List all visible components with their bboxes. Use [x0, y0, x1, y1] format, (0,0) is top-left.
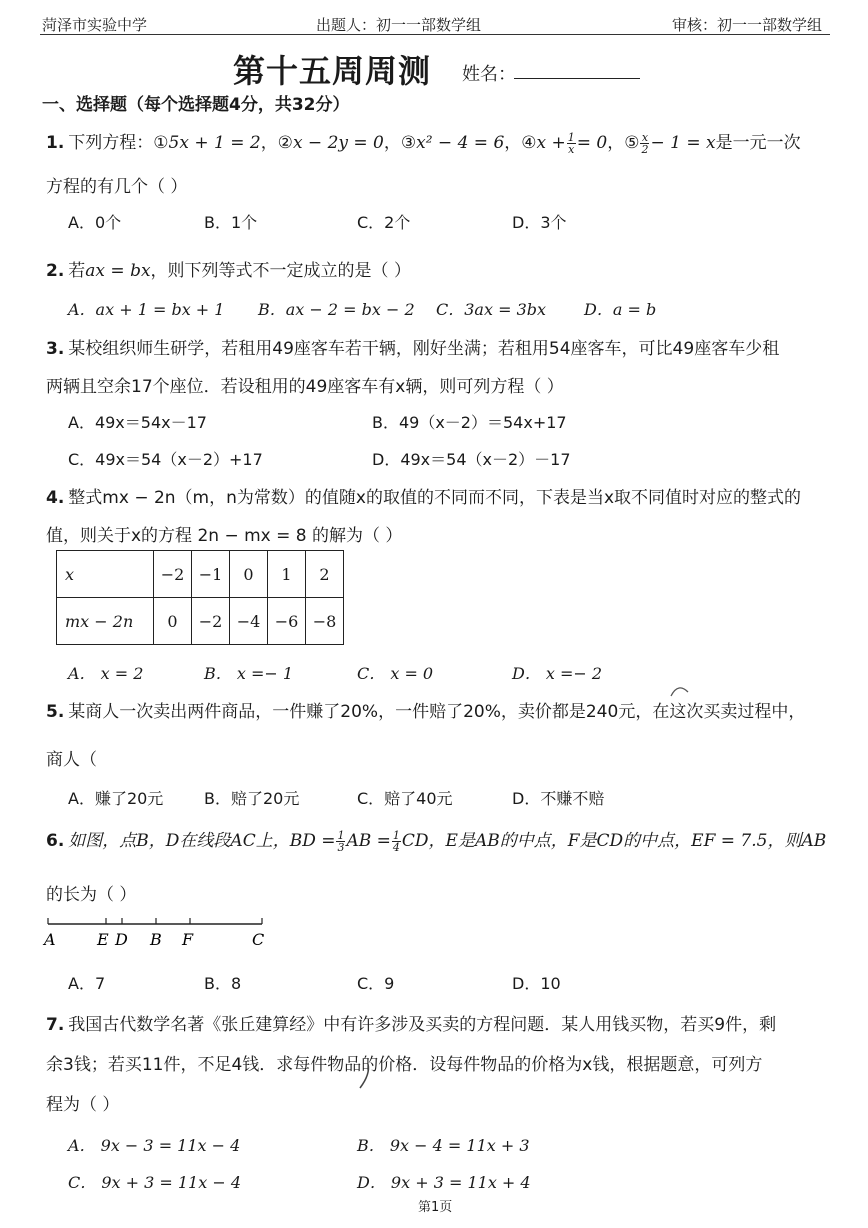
question-4-line-2: 值，则关于x的方程 2n − mx = 8 的解为（ ） [46, 526, 403, 546]
question-5-line-1: 5. 某商人一次卖出两件商品，一件赚了20%，一件赔了20%，卖价都是240元，在这次买卖过程中， [46, 702, 806, 722]
option-a[interactable]: A．49x＝54x－17 [68, 413, 207, 432]
value-table [56, 550, 344, 645]
question-number: 4. [46, 488, 65, 508]
name-label: 姓名： [462, 64, 516, 85]
question-number: 5. [46, 702, 65, 722]
header-author: 出题人：初一一部数学组 [316, 16, 482, 34]
pen-mark [356, 1062, 376, 1092]
question-2-line-1: 2. 若ax = bx，则下列等式不一定成立的是（ ） [46, 261, 411, 281]
header-school: 菏泽市实验中学 [42, 16, 148, 34]
question-number: 3. [46, 339, 65, 359]
question-1-line-1: 1. 下列方程：①5x + 1 = 2，②x − 2y = 0，③x² − 4 = 6，④x + $\frac{1}{x}$ = 0，⑤ $\frac{x}{2}$ − 1 = x是一元一次 [46, 130, 801, 156]
option-a[interactable]: A．0个 [68, 213, 122, 232]
table-row [57, 598, 344, 645]
name-blank-line[interactable] [514, 78, 640, 79]
pen-mark [668, 682, 692, 702]
table-cell: −2 [154, 551, 192, 598]
header-reviewer: 审核：初一一部数学组 [672, 16, 823, 34]
option-d[interactable]: D．3个 [512, 213, 567, 232]
fraction: $\frac{1}{4}$ [392, 828, 400, 854]
table-cell: 2 [306, 551, 344, 598]
option-a[interactable]: A．ax + 1 = bx + 1 [68, 300, 225, 319]
option-b[interactable]: B．49（x－2）＝54x+17 [372, 413, 567, 432]
option-d[interactable]: D． 9x + 3 = 11x + 4 [357, 1173, 531, 1192]
option-b[interactable]: B．1个 [204, 213, 258, 232]
option-c[interactable]: C．赔了40元 [357, 789, 453, 808]
question-7-line-2: 余3钱；若买11件，不足4钱．求每件物品的价格．设每件物品的价格为x钱，根据题意，可列方 [46, 1055, 763, 1075]
header-divider [40, 34, 830, 35]
section-heading: 一、选择题（每个选择题4分，共32分） [42, 95, 350, 115]
fraction: $\frac{1}{3}$ [337, 828, 345, 854]
option-a[interactable]: A．7 [68, 974, 106, 993]
option-d[interactable]: D．a = b [584, 300, 657, 319]
option-c[interactable]: C．9 [357, 974, 395, 993]
option-d[interactable]: D． x =− 2 [512, 664, 603, 683]
question-number: 6. [46, 831, 65, 851]
table-cell: −8 [306, 598, 344, 645]
option-b[interactable]: B．8 [204, 974, 242, 993]
table-cell: −2 [192, 598, 230, 645]
option-b[interactable]: B．赔了20元 [204, 789, 300, 808]
option-c[interactable]: C．3ax = 3bx [436, 300, 547, 319]
table-cell: x [57, 551, 154, 598]
table-cell: 0 [154, 598, 192, 645]
option-b[interactable]: B．ax − 2 = bx − 2 [258, 300, 415, 319]
question-7-line-3: 程为（ ） [46, 1095, 120, 1115]
option-d[interactable]: D．10 [512, 974, 561, 993]
point-label-f: F [182, 930, 194, 949]
table-cell: 0 [230, 551, 268, 598]
question-5-line-2: 商人（ [46, 750, 97, 770]
question-1-line-2: 方程的有几个（ ） [46, 177, 188, 197]
table-cell: mx − 2n [57, 598, 154, 645]
point-label-a: A [44, 930, 56, 949]
option-c[interactable]: C． 9x + 3 = 11x − 4 [68, 1173, 242, 1192]
table-cell: −4 [230, 598, 268, 645]
option-c[interactable]: C．2个 [357, 213, 411, 232]
option-c[interactable]: C．49x＝54（x－2）+17 [68, 450, 263, 469]
question-4-line-1: 4. 整式mx − 2n（m，n为常数）的值随x的取值的不同而不同，下表是当x取不同值时对应的整式的 [46, 488, 802, 508]
option-a[interactable]: A．赚了20元 [68, 789, 164, 808]
option-d[interactable]: D．49x＝54（x－2）－17 [372, 450, 571, 469]
page-number: 第1页 [418, 1200, 453, 1215]
question-3-line-1: 3. 某校组织师生研学，若租用49座客车若干辆，刚好坐满；若租用54座客车，可比49座客车少租 [46, 339, 780, 359]
question-3-line-2: 两辆且空余17个座位．若设租用的49座客车有x辆，则可列方程（ ） [46, 377, 564, 397]
exam-title: 第十五周周测 [233, 52, 432, 90]
option-a[interactable]: A． 9x − 3 = 11x − 4 [68, 1136, 241, 1155]
question-number: 7. [46, 1015, 65, 1035]
point-label-b: B [150, 930, 162, 949]
fraction: $\frac{1}{x}$ [567, 130, 575, 156]
table-cell: −1 [192, 551, 230, 598]
option-b[interactable]: B． 9x − 4 = 11x + 3 [357, 1136, 530, 1155]
option-d[interactable]: D．不赚不赔 [512, 789, 605, 808]
fraction: $\frac{x}{2}$ [641, 130, 649, 156]
table-row [57, 551, 344, 598]
question-6-line-1: 6. 如图，点B，D在线段AC上，BD = $\frac{1}{3}$ AB = $\frac{1}{4}$ CD，E是AB的中点，F是CD的中点，EF = 7.5，则AB [46, 828, 827, 854]
question-7-line-1: 7. 我国古代数学名著《张丘建算经》中有许多涉及买卖的方程问题．某人用钱买物，若买9件，剩 [46, 1015, 777, 1035]
point-label-d: D [115, 930, 128, 949]
point-label-e: E [97, 930, 109, 949]
option-c[interactable]: C． x = 0 [357, 664, 434, 683]
line-segment-figure [40, 912, 280, 952]
option-a[interactable]: A． x = 2 [68, 664, 144, 683]
point-label-c: C [252, 930, 265, 949]
table-cell: −6 [268, 598, 306, 645]
question-number: 1. [46, 133, 65, 153]
question-6-line-2: 的长为（ ） [46, 885, 137, 905]
question-number: 2. [46, 261, 65, 281]
table-cell: 1 [268, 551, 306, 598]
option-b[interactable]: B． x =− 1 [204, 664, 294, 683]
